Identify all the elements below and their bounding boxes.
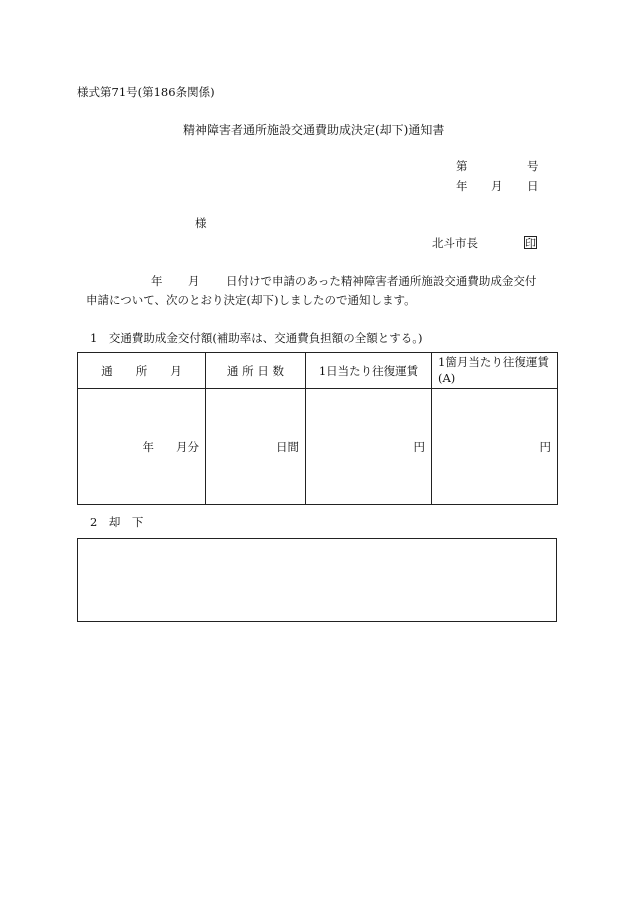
grant-amount-table <box>77 352 558 505</box>
column-header-month: 通 所 月 <box>78 353 206 389</box>
body-date-month: 月 <box>188 274 200 288</box>
date-year: 年 <box>456 179 468 193</box>
section1-heading: 1 交通費助成金交付額(補助率は、交通費負担額の全額とする。) <box>90 331 423 345</box>
seal-mark: 印 <box>525 237 536 250</box>
cell-month-year: 年 <box>142 439 154 454</box>
column-header-daily-fare: 1日当たり往復運賃 <box>306 353 432 389</box>
cell-month-part: 月分 <box>176 439 199 454</box>
date-day: 日 <box>527 179 539 193</box>
rejection-reason-box <box>77 538 557 622</box>
issuer-name: 北斗市長 <box>432 236 478 250</box>
column-header-monthly-fare <box>432 353 558 389</box>
body-line-1: 日付けで申請のあった精神障害者通所施設交通費助成金交付 <box>226 274 537 288</box>
cell-monthly-fare: 円 <box>432 389 558 505</box>
column-header-days: 通 所 日 数 <box>206 353 306 389</box>
cell-daily-fare: 円 <box>306 389 432 505</box>
section2-heading: 2 却 下 <box>90 515 144 529</box>
body-line-2: 申請について、次のとおり決定(却下)しましたので通知します。 <box>86 293 416 307</box>
addressee-suffix: 様 <box>195 216 207 230</box>
cell-days: 日間 <box>206 389 306 505</box>
form-label: 様式第71号(第186条関係) <box>77 85 215 99</box>
body-date-year: 年 <box>151 274 163 288</box>
cell-month <box>78 389 206 505</box>
document-title: 精神障害者通所施設交通費助成決定(却下)通知書 <box>183 123 445 137</box>
date-month: 月 <box>491 179 503 193</box>
doc-number-suffix: 号 <box>527 159 539 173</box>
column-header-monthly-fare-label: 1箇月当たり往復運賃(A) <box>438 355 549 385</box>
doc-number-prefix: 第 <box>456 159 468 173</box>
